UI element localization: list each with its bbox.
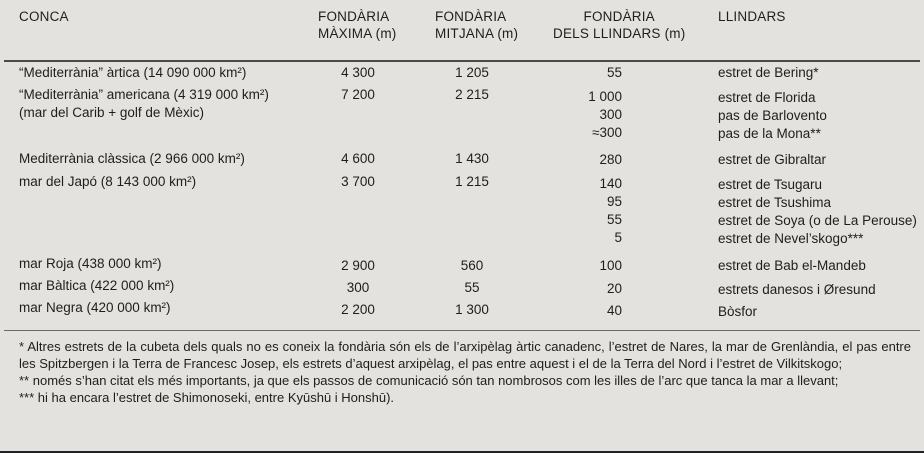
- row-strait: estret de Soya (o de La Perouse): [718, 213, 917, 228]
- row-conca: mar del Japó (8 143 000 km²): [19, 174, 197, 189]
- row-max-depth: 3 700: [341, 174, 375, 189]
- footnotes: [19, 338, 911, 406]
- row-mean-depth: 1 215: [455, 174, 489, 189]
- row-conca: mar Roja (438 000 km²): [19, 256, 162, 271]
- row-strait: estret de Tsugaru: [718, 177, 823, 192]
- row-threshold-depth: ≈300: [592, 125, 622, 140]
- row-strait: estret de Gibraltar: [718, 152, 827, 167]
- row-strait: Bòsfor: [718, 304, 758, 319]
- row-max-depth: 4 600: [341, 151, 375, 166]
- row-conca: mar Bàltica (422 000 km²): [19, 278, 175, 293]
- header-max-depth: FONDÀRIA MÀXIMA (m): [318, 9, 397, 41]
- row-mean-depth: 2 215: [455, 87, 489, 102]
- row-strait: pas de Barlovento: [718, 108, 827, 123]
- footnote: ** només s’han citat els més importants, ja que els passos de comunicació són tan nombrosos com les illes de l’arc que tanca la mar a llevant;: [19, 373, 839, 388]
- row-strait: estret de Nevel’skogo***: [718, 231, 864, 246]
- row-threshold-depth: 55: [606, 65, 622, 80]
- row-strait: pas de la Mona**: [718, 126, 821, 141]
- header-mean-depth: FONDÀRIA MITJANA (m): [435, 9, 519, 41]
- row-strait: estret de Bab el-Mandeb: [718, 258, 866, 273]
- row-threshold-depth: 20: [606, 281, 622, 296]
- row-threshold-depth: 55: [606, 212, 622, 227]
- row-threshold-depth: 1 000: [588, 89, 622, 104]
- footnote: *** hi ha encara l’estret de Shimonoseki, entre Kyūshū i Honshū).: [19, 390, 395, 405]
- row-max-depth: 2 200: [341, 302, 375, 317]
- bottom-rule: [0, 451, 924, 453]
- notes-rule: [4, 330, 920, 331]
- row-conca-note: (mar del Carib + golf de Mèxic): [19, 105, 204, 120]
- row-max-depth: 2 900: [341, 258, 375, 273]
- row-conca: “Mediterrània” àrtica (14 090 000 km²): [19, 65, 247, 80]
- footnote: * Altres estrets de la cubeta dels quals no es coneix la fondària són els de l’arxipèlag àrtic canadenc, l’estret de Nares, la mar de Grenlàndia, el pas entre les Spitzbergen i la Terra de Francesc Josep, els estrets d’aquest arxipèlag, el pas entre aquest i el de la Terra del Nord i l’estret de Vilkitskogo;: [19, 339, 911, 371]
- row-mean-depth: 1 300: [455, 302, 489, 317]
- row-conca: mar Negra (420 000 km²): [19, 300, 171, 315]
- row-conca: Mediterrània clàssica (2 966 000 km²): [19, 151, 245, 166]
- row-conca: “Mediterrània” americana (4 319 000 km²): [19, 87, 269, 102]
- row-strait: estrets danesos i Øresund: [718, 282, 876, 297]
- row-threshold-depth: 95: [606, 194, 622, 209]
- row-threshold-depth: 100: [599, 258, 622, 273]
- table-header: [0, 0, 924, 60]
- row-mean-depth: 1 205: [455, 65, 489, 80]
- row-max-depth: 4 300: [341, 65, 375, 80]
- row-threshold-depth: 140: [599, 176, 622, 191]
- row-threshold-depth: 300: [599, 107, 622, 122]
- header-threshold-depth: FONDÀRIA DELS LLINDARS (m): [553, 9, 686, 41]
- header-rule: [4, 60, 920, 62]
- row-max-depth: 7 200: [341, 87, 375, 102]
- row-threshold-depth: 40: [606, 303, 622, 318]
- row-strait: estret de Florida: [718, 90, 816, 105]
- row-threshold-depth: 280: [599, 152, 622, 167]
- row-max-depth: 300: [346, 280, 370, 295]
- header-thresholds: LLINDARS: [718, 9, 786, 24]
- row-threshold-depth: 5: [614, 230, 622, 245]
- header-conca: CONCA: [19, 9, 69, 24]
- row-mean-depth: 1 430: [455, 151, 489, 166]
- row-strait: estret de Bering*: [718, 65, 819, 80]
- row-mean-depth: 560: [460, 258, 484, 273]
- row-strait: estret de Tsushima: [718, 195, 832, 210]
- row-mean-depth: 55: [464, 280, 480, 295]
